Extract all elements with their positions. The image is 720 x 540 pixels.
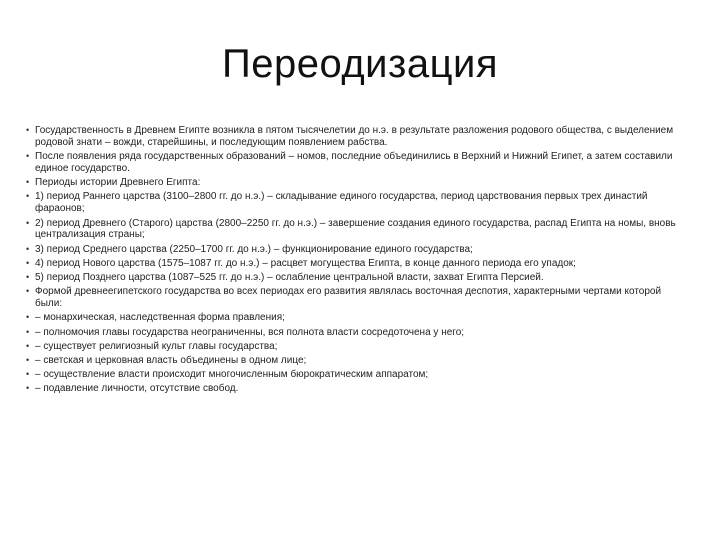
bullet-icon: • xyxy=(26,272,30,283)
bullet-icon: • xyxy=(26,369,30,380)
bullet-icon: • xyxy=(26,383,30,394)
list-item xyxy=(26,177,686,189)
list-item-text: Формой древнеегипетского государства во всех периодах его развития являлась восточная деспотия, характерными чертами которой были: xyxy=(35,286,662,310)
bullet-icon: • xyxy=(26,177,30,188)
bullet-list xyxy=(26,125,686,398)
list-item-text: 3) период Среднего царства (2250–1700 гг. до н.э.) – функционирование единого государства; xyxy=(35,243,473,255)
list-item-text: – существует религиозный культ главы государства; xyxy=(35,340,278,352)
list-item xyxy=(26,151,686,175)
slide-title: Переодизация xyxy=(221,42,499,86)
list-item-text: – осуществление власти происходит многочисленным бюрократическим аппаратом; xyxy=(35,369,429,381)
list-item xyxy=(26,341,686,353)
list-item xyxy=(26,272,686,284)
bullet-icon: • xyxy=(26,326,30,337)
list-item xyxy=(26,218,686,242)
list-item xyxy=(26,383,686,395)
list-item-text: 2) период Древнего (Старого) царства (2800–2250 гг. до н.э.) – завершение создания единого государства, распад Египта на номы, вновь централизация страны; xyxy=(35,217,676,241)
bullet-icon: • xyxy=(26,340,30,351)
bullet-icon: • xyxy=(26,125,30,135)
list-item xyxy=(26,355,686,367)
list-item xyxy=(26,286,686,310)
list-item xyxy=(26,312,686,324)
bullet-icon: • xyxy=(26,217,30,228)
list-item-text: – полномочия главы государства неограниченны, вся полнота власти сосредоточена у него; xyxy=(35,326,465,338)
list-item xyxy=(26,191,686,215)
bullet-icon: • xyxy=(26,354,30,365)
list-item-text: – подавление личности, отсутствие свобод. xyxy=(35,383,239,395)
bullet-icon: • xyxy=(26,286,30,297)
list-item-text: После появления ряда государственных образований – номов, последние объединились в Верхний и Нижний Египет, а затем составили единое государство. xyxy=(35,151,673,175)
list-item-text: 1) период Раннего царства (3100–2800 гг. до н.э.) – складывание единого государства, период царствования первых трех династий фараонов; xyxy=(35,191,648,215)
list-item xyxy=(26,125,686,149)
list-item xyxy=(26,258,686,270)
list-item-text: 5) период Позднего царства (1087–525 гг. до н.э.) – ослабление центральной власти, захват Египта Персией. xyxy=(35,272,544,284)
bullet-icon: • xyxy=(26,243,30,254)
list-item-text: – монархическая, наследственная форма правления; xyxy=(35,312,285,324)
bullet-icon: • xyxy=(26,312,30,323)
list-item-text: Периоды истории Древнего Египта: xyxy=(35,177,201,189)
list-item-text: Государственность в Древнем Египте возникла в пятом тысячелетии до н.э. в результате разложения родового общества, с выделением родовой знати – вожди, старейшины, и последующим появлением рабства. xyxy=(35,125,674,148)
bullet-icon: • xyxy=(26,151,30,162)
bullet-icon: • xyxy=(26,257,30,268)
list-item-text: 4) период Нового царства (1575–1087 гг. до н.э.) – расцвет могущества Египта, в конце данного периода его упадок; xyxy=(35,257,576,269)
list-item xyxy=(26,369,686,381)
list-item-text: – светская и церковная власть объединены в одном лице; xyxy=(35,354,307,366)
list-item xyxy=(26,244,686,256)
list-item xyxy=(26,327,686,339)
bullet-icon: • xyxy=(26,191,30,202)
